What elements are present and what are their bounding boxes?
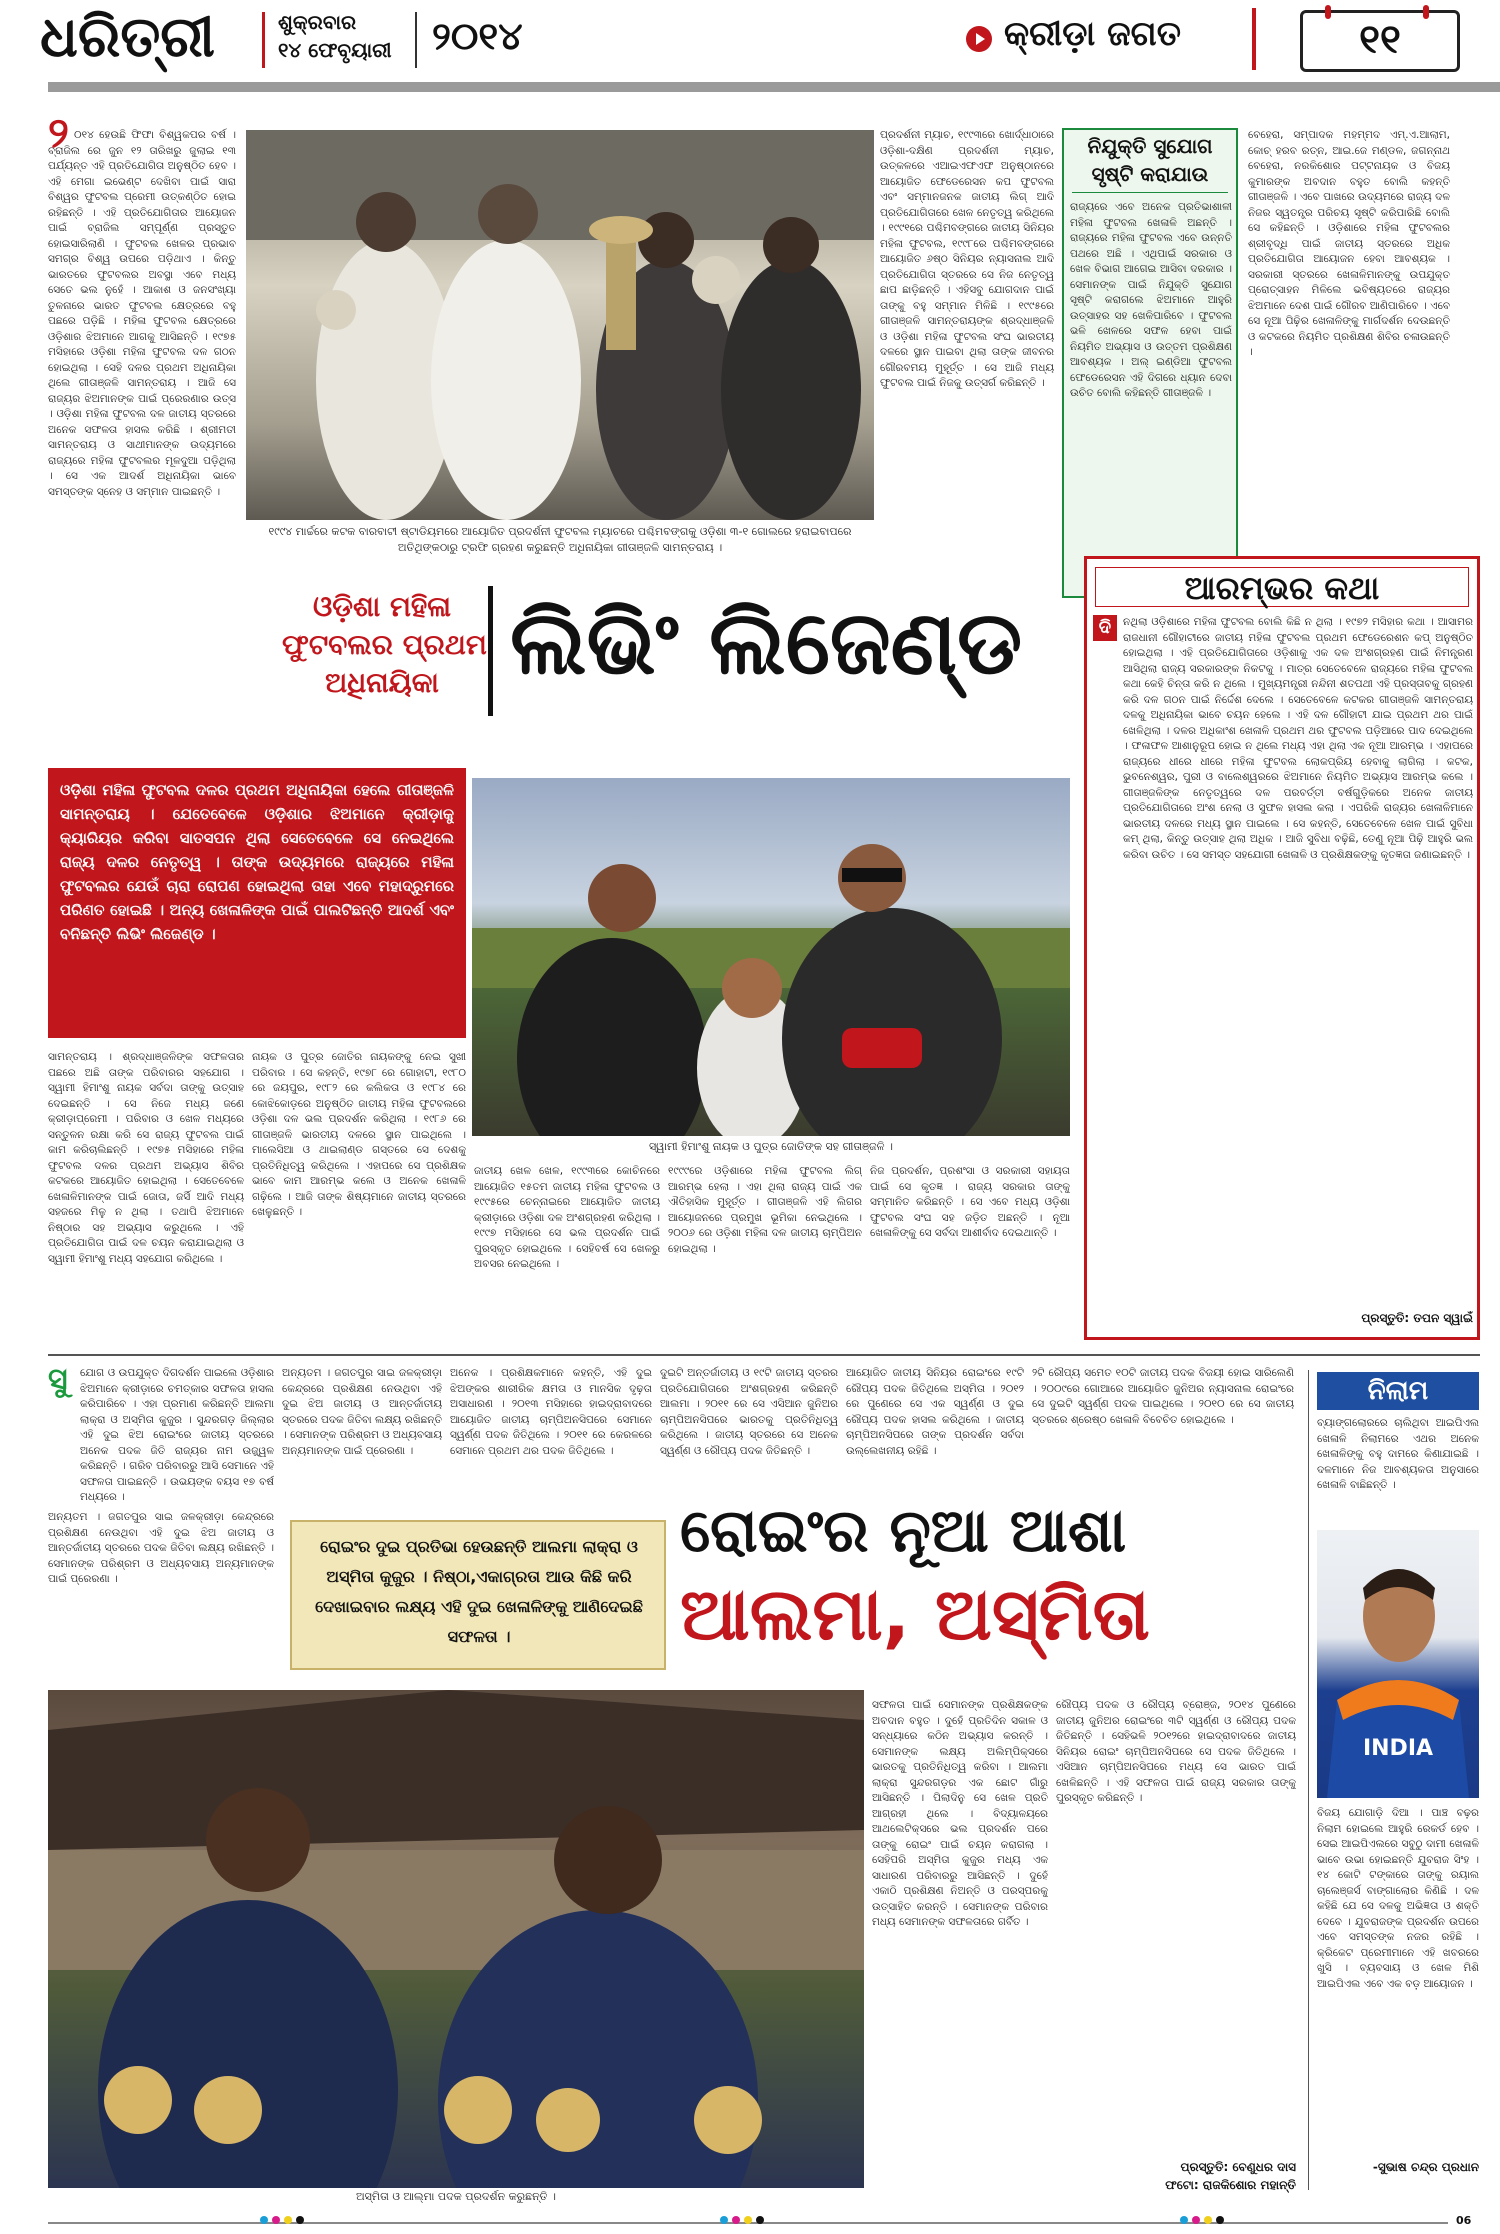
trophy-photo (246, 130, 874, 520)
story2-byline-2: ଫଟୋ: ରାଜକିଶୋର ମହାନ୍ତି (1165, 2178, 1296, 2192)
family-photo (472, 778, 1070, 1136)
section-title: କ୍ରୀଡ଼ା ଜଗତ (1004, 14, 1181, 54)
jersey-text: INDIA (1362, 1736, 1434, 1761)
job-box-text: ରାଜ୍ୟରେ ଏବେ ଅନେକ ପ୍ରତିଭାଶାଳୀ ମହିଳା ଫୁଟବଲ ଖେଳାଳି ଅଛନ୍ତି । ରାଜ୍ୟରେ ମହିଳା ଫୁଟବଲ ଏବେ ଉନ୍ନତି ପଥରେ ଅଛି । ଏଥିପାଇଁ ସରକାର ଓ ଖେଳ ବିଭାଗ ଆଗେଇ ଆସିବା ଦରକାର । ସେମାନଙ୍କ ପାଇଁ ନିଯୁକ୍ତି ସୁଯୋଗ ସୃଷ୍ଟି କରାଗଲେ ଝିଅମାନେ ଆହୁରି ଉତ୍ସାହର ସହ ଖେଳିପାରିବେ । ଫୁଟବଲ ଭଳି ଖେଳରେ ସଫଳ ହେବା ପାଇଁ ନିୟମିତ ଅଭ୍ୟାସ ଓ ଉତ୍ତମ ପ୍ରଶିକ୍ଷଣ ଆବଶ୍ୟକ । ଅଲ୍ ଇଣ୍ଡିଆ ଫୁଟବଲ ଫେଡେରେସନ ଏହି ଦିଗରେ ଧ୍ୟାନ ଦେବା ଉଚିତ ବୋଲି କହିଛନ୍ତି ଗୀତାଞ୍ଜଳି । (1070, 201, 1232, 399)
story2-column-6: ୨ଟି ରୌପ୍ୟ ସମେତ ୧୦ଟି ଜାତୀୟ ପଦକ ବିଜୟୀ ହୋଇ ସାରିଲେଣି । ୨୦୦୯ରେ ଗୋଆରେ ଆୟୋଜିତ ଜୁନିଅର ନ୍ୟାସନାଲ ରୋଇଂରେ ସେ ଦୁଇଟି ସ୍ୱର୍ଣ୍ଣ ପଦକ ପାଇଥିଲେ । ୨୦୧୦ ରେ ସେ ଜାତୀୟ ସ୍ତରରେ ଶ୍ରେଷ୍ଠ ଖେଳାଳି ବିବେଚିତ ହୋଇଥିଲେ । (1032, 1367, 1294, 1426)
calendar-icon (1300, 10, 1460, 72)
registration-marks (260, 2214, 320, 2228)
job-box-title-2: ସୃଷ୍ଟି କରାଯାଉ (1091, 162, 1209, 186)
story2-lower-col-2: ରୌପ୍ୟ ପଦକ ଓ ରୌପ୍ୟ ବ୍ରୋଞ୍ଜ, ୨୦୧୪ ପୁଣେରେ ଜାତୀୟ ଜୁନିଅର ରୋଇଂରେ ୩ଟି ସ୍ୱର୍ଣ୍ଣ ଓ ରୌପ୍ୟ ପଦକ ଜିତିଛନ୍ତି । ସେହିଭଳି ୨୦୧୨ରେ ହାଇଦ୍ରାବାଦରେ ଜାତୀୟ ସିନିୟର ରୋଇଂ ଚାମ୍ପିଅନସିପରେ ସେ ପଦକ ଜିତିଥିଲେ । ଏସିଆନ ଚାମ୍ପିଅନସିପରେ ମଧ୍ୟ ସେ ଭାରତ ପାଇଁ ଖେଳିଛନ୍ତି । ଏହି ସଫଳତା ପାଇଁ ରାଜ୍ୟ ସରକାର ତାଙ୍କୁ ପୁରସ୍କୃତ କରିଛନ୍ତି । (1056, 1699, 1296, 1804)
story1-lower-col-b: ନାୟକ ଓ ପୁତ୍ର ଜୋତିର ନାୟକଙ୍କୁ ନେଇ ସୁଖୀ ପରିବାର । ସେ କହନ୍ତି, ୧୯୭୮ ରେ ଗୋହାଟୀ, ୧୯୮୦ ରେ ଜୟପୁର, ୧୯୮୨ ରେ କଲିକତା ଓ ୧୯୮୪ ରେ କୋଝିକୋଡ଼ରେ ଅନୁଷ୍ଠିତ ଜାତୀୟ ମହିଳା ଫୁଟବଲରେ ଓଡ଼ିଶା ଦଳ ଭଲ ପ୍ରଦର୍ଶନ କରିଥିଲା । ୧୯୮୬ ରେ ଗୀତାଞ୍ଜଳି ଭାରତୀୟ ଦଳରେ ସ୍ଥାନ ପାଇଥିଲେ । ମାଲେସିଆ ଓ ଥାଇଲାଣ୍ଡ ଗସ୍ତରେ ସେ ଦେଶକୁ ପ୍ରତିନିଧିତ୍ୱ କରିଥିଲେ । ଏହାପରେ ସେ ପ୍ରଶିକ୍ଷକ ଭାବେ କାମ ଆରମ୍ଭ କଲେ ଓ ଅନେକ ଖେଳାଳି ଗଢ଼ିଲେ । ଆଜି ତାଙ୍କ ଶିଷ୍ୟମାନେ ଜାତୀୟ ସ୍ତରରେ ଖେଳୁଛନ୍ତି । (252, 1051, 466, 1218)
section-rule (48, 1354, 1480, 1356)
masthead-divider-2 (415, 12, 417, 68)
headline-divider (488, 586, 493, 716)
newspaper-logo: ଧରିତ୍ରୀ (40, 4, 215, 70)
masthead-date: ୧୪ ଫେବୃୟାରୀ (278, 38, 392, 62)
masthead (0, 0, 1500, 90)
memory-box-byline: ପ୍ରସ୍ତୁତି: ତପନ ସ୍ୱାଇଁ (1361, 1311, 1473, 1325)
masthead-day: ଶୁକ୍ରବାର (278, 10, 357, 34)
story2-column-1: ଯୋଗ ଓ ଉପଯୁକ୍ତ ଦିଗଦର୍ଶନ ପାଇଲେ ଓଡ଼ିଶାର ଝିଅମାନେ କ୍ରୀଡ଼ାରେ ଚମତ୍କାର ସଫଳତା ହାସଲ କରିପାରିବେ । ଏହା ପ୍ରମାଣ କରିଛନ୍ତି ଆଲମା ଲାକ୍ରା ଓ ଅସ୍ମିତା କୁଜୁର । ସୁନ୍ଦରଗଡ଼ ଜିଲ୍ଲାର ଏହି ଦୁଇ ଝିଅ ରୋଇଂରେ ଜାତୀୟ ସ୍ତରରେ ଅନେକ ପଦକ ଜିତି ରାଜ୍ୟର ନାମ ଉଜ୍ଜ୍ୱଳ କରିଛନ୍ତି । ଗରିବ ପରିବାରରୁ ଆସି ସେମାନେ ଏହି ସଫଳତା ପାଇଛନ୍ତି । ଉଭୟଙ୍କ ବୟସ ୧୭ ବର୍ଷ ମଧ୍ୟରେ । (80, 1367, 274, 1503)
auction-text: ବିଜୟ ଯୋଗାଡ଼ି ଦିଆ । ପାଞ୍ଚ ବଢ଼ର ନିଲାମ ହୋଇଲେ ଆହୁରି ରେକର୍ଡ ହେବ । ସେଇ ଆଇପିଏଲରେ ସବୁଠୁ ଦାମୀ ଖେଳାଳି ଭାବେ ଉଭା ହୋଇଛନ୍ତି ଯୁବରାଜ ସିଂହ । ୧୪ କୋଟି ଟଙ୍କାରେ ତାଙ୍କୁ ରୟାଲ ଚାଲେଞ୍ଜର୍ସ ବାଙ୍ଗାଲୋର କିଣିଛି । ଦଳ କହିଛି ଯେ ସେ ଦଳକୁ ଅଭିଜ୍ଞତା ଓ ଶକ୍ତି ଦେବେ । ଯୁବରାଜଙ୍କ ପ୍ରଦର୍ଶନ ଉପରେ ଏବେ ସମସ୍ତଙ୍କ ନଜର ରହିଛି । କ୍ରିକେଟ ପ୍ରେମୀମାନେ ଏହି ଖବରରେ ଖୁସି । ବ୍ୟବସାୟ ଓ ଖେଳ ମିଶି ଆଇପିଏଲ ଏବେ ଏକ ବଡ଼ ଆୟୋଜନ । (1317, 1807, 1479, 1990)
memory-drop-cap: ଦି (1093, 615, 1117, 641)
play-icon (966, 26, 992, 52)
job-box (1062, 128, 1238, 598)
auction-title: ନିଲାମ (1317, 1372, 1479, 1410)
story2-byline-1: ପ୍ରସ୍ତୁତି: ବେଣୁଧର ଦାସ (1180, 2160, 1296, 2174)
drop-cap: ୨ (48, 108, 69, 157)
headline-living-legend: ଲିଭିଂ ଲିଜେଣ୍ଡ (510, 591, 1023, 694)
page-number: ୧୧ (1359, 17, 1401, 63)
rowing-headline-2: ଆଲମା, ଅସ୍ମିତା (680, 1572, 1150, 1656)
story2-column-5: ଆୟୋଜିତ ଜାତୀୟ ସିନିୟର ରୋଇଂରେ ୧୯ଟି ରୌପ୍ୟ ପଦକ ଜିତିଥିଲେ ଅସ୍ମିତା । ୨୦୧୨ ରେ ପୁଣେରେ ସେ ଏକ ସ୍ୱର୍ଣ୍ଣ ଓ ଦୁଇ ରୌପ୍ୟ ପଦକ ହାସଲ କରିଥିଲେ । ଜାତୀୟ ଚାମ୍ପିଅନସିପରେ ତାଙ୍କ ପ୍ରଦର୍ଶନ ସର୍ବଦା ଉଲ୍ଲେଖନୀୟ ରହିଛି । (846, 1367, 1024, 1457)
story2-lower-col-1: ସଫଳତା ପାଇଁ ସେମାନଙ୍କ ପ୍ରଶିକ୍ଷକଙ୍କ ଅବଦାନ ବହୁତ । ଦୁହେଁ ପ୍ରତିଦିନ ସକାଳ ଓ ସନ୍ଧ୍ୟାରେ କଠିନ ଅଭ୍ୟାସ କରନ୍ତି । ସେମାନଙ୍କ ଲକ୍ଷ୍ୟ ଅଲିମ୍ପିକ୍ସରେ ଭାରତକୁ ପ୍ରତିନିଧିତ୍ୱ କରିବା । ଆଲମା ଲାକ୍ରା ସୁନ୍ଦରଗଡ଼ର ଏକ ଛୋଟ ଗାଁରୁ ଆସିଛନ୍ତି । ପିଲାଦିନୁ ସେ ଖେଳ ପ୍ରତି ଆଗ୍ରହୀ ଥିଲେ । ବିଦ୍ୟାଳୟରେ ଆଥଲେଟିକ୍ସରେ ଭଲ ପ୍ରଦର୍ଶନ ପରେ ତାଙ୍କୁ ରୋଇଂ ପାଇଁ ଚୟନ କରାଗଲା । ସେହିପରି ଅସ୍ମିତା କୁଜୁର ମଧ୍ୟ ଏକ ସାଧାରଣ ପରିବାରରୁ ଆସିଛନ୍ତି । ଦୁହେଁ ଏକାଠି ପ୍ରଶିକ୍ଷଣ ନିଅନ୍ତି ଓ ପରସ୍ପରକୁ ଉତ୍ସାହିତ କରନ୍ତି । ସେମାନଙ୍କ ପରିବାର ମଧ୍ୟ ସେମାନଙ୍କ ସଫଳତାରେ ଗର୍ବିତ । (872, 1699, 1048, 1928)
section-divider (1252, 8, 1256, 70)
cricketer-photo (1317, 1530, 1479, 1798)
masthead-divider (262, 12, 265, 68)
footer-page-label: 06 (1456, 2214, 1472, 2227)
story1-column-5: ବେହେରା, ସମ୍ପାଦକ ମହମ୍ମଦ ଏମ୍.ଏ.ଆଲାମ, କୋଚ୍ ହରବ ରତ୍ନ, ଆଇ.ଜେ ମଣ୍ଡଳ, ଜଗନ୍ନାଥ ବେହେରା, ନରକିଶୋର ପଟ୍ଟନାୟକ ଓ ବିଜୟ କୁମାରଙ୍କ ଅବଦାନ ବହୁତ ବୋଲି କହନ୍ତି ଗୀତାଞ୍ଜଳି । ଏବେ ପାଖରେ ଉଦ୍ୟମରେ ରାଜ୍ୟ ଦଳ ନିଜର ସ୍ୱତନ୍ତ୍ର ପରିଚୟ ସୃଷ୍ଟି କରିପାରିଛି ବୋଲି ସେ କହିଛନ୍ତି । ଓଡ଼ିଶାରେ ମହିଳା ଫୁଟବଲର ଶ୍ରୀବୃଦ୍ଧି ପାଇଁ ଜାତୀୟ ସ୍ତରରେ ଅଧିକ ପ୍ରତିଯୋଗିତା ଆୟୋଜନ ହେବା ଆବଶ୍ୟକ । ସରକାରୀ ସ୍ତରରେ ଖେଳାଳିମାନଙ୍କୁ ଉପଯୁକ୍ତ ପ୍ରୋତ୍ସାହନ ମିଳିଲେ ଭବିଷ୍ୟତରେ ରାଜ୍ୟର ଝିଅମାନେ ଦେଶ ପାଇଁ ଗୌରବ ଆଣିପାରିବେ । ଏବେ ସେ ନୂଆ ପିଢ଼ିର ଖେଳାଳିଙ୍କୁ ମାର୍ଗଦର୍ଶନ ଦେଉଛନ୍ତି ଓ କଟକରେ ନିୟମିତ ପ୍ରଶିକ୍ଷଣ ଶିବିର ଚଳାଉଛନ୍ତି । (1248, 129, 1450, 358)
registration-marks-2 (720, 2214, 780, 2228)
story1-lower-col-a: ସାମନ୍ତରାୟ । ଶ୍ରଦ୍ଧାଞ୍ଜଳିଙ୍କ ସଫଳତାର ପଛରେ ଅଛି ତାଙ୍କ ପରିବାରର ସହଯୋଗ । ସ୍ୱାମୀ ହିମାଂଶୁ ନାୟକ ସର୍ବଦା ତାଙ୍କୁ ଉତ୍ସାହ ଦେଇଛନ୍ତି । ସେ ନିଜେ ମଧ୍ୟ ଜଣେ କ୍ରୀଡ଼ାପ୍ରେମୀ । ପରିବାର ଓ ଖେଳ ମଧ୍ୟରେ ସନ୍ତୁଳନ ରକ୍ଷା କରି ସେ ରାଜ୍ୟ ଫୁଟବଲ ପାଇଁ କାମ କରିଚାଲିଛନ୍ତି । ୧୯୭୫ ମସିହାରେ ମହିଳା ଫୁଟବଲ ଦଳର ପ୍ରଥମ ଅଭ୍ୟାସ ଶିବିର କଟକରେ ଆୟୋଜିତ ହୋଇଥିଲା । ସେତେବେଳେ ଖେଳାଳିମାନଙ୍କ ପାଇଁ ଜୋତା, ଜର୍ସି ଆଦି ମଧ୍ୟ ସହଜରେ ମିଳୁ ନ ଥିଲା । ତଥାପି ଝିଅମାନେ ନିଷ୍ଠାର ସହ ଅଭ୍ୟାସ କରୁଥିଲେ । ଏହି ପ୍ରତିଯୋଗିତା ପାଇଁ ଦଳ ଚୟନ କରାଯାଇଥିଲା ଓ ସ୍ୱାମୀ ହିମାଂଶୁ ମଧ୍ୟ ସହଯୋଗ କରିଥିଲେ । (48, 1051, 244, 1265)
job-box-title-1: ନିଯୁକ୍ତି ସୁଯୋଗ (1087, 134, 1213, 158)
highlight-text: ଓଡ଼ିଶା ମହିଳା ଫୁଟବଲ ଦଳର ପ୍ରଥମ ଅଧିନାୟିକା ହେଲେ ଗୀତାଞ୍ଜଳି ସାମନ୍ତରାୟ । ଯେତେବେଳେ ଓଡ଼ିଶାର ଝିଅମାନେ କ୍ରୀଡ଼ାକୁ କ୍ୟାରିୟର କରିବା ସାତସପନ ଥିଲା ସେତେବେଳେ ସେ ନେଇଥିଲେ ରାଜ୍ୟ ଦଳର ନେତୃତ୍ୱ । ତାଙ୍କ ଉଦ୍ୟମରେ ରାଜ୍ୟରେ ମହିଳା ଫୁଟବଲର ଯେଉଁ ଚାରା ରୋପଣ ହୋଇଥିଲା ତାହା ଏବେ ମହାଦ୍ରୁମରେ ପରିଣତ ହୋଇଛି । ଅନ୍ୟ ଖେଳାଳିଙ୍କ ପାଇଁ ପାଲଟିଛନ୍ତି ଆଦର୍ଶ ଏବଂ ବନିଛନ୍ତି ଲିଭିଂ ଲିଜେଣ୍ଡ । (60, 781, 454, 943)
rowing-photo (48, 1690, 864, 2188)
trophy-photo-caption: ୧୯୯୪ ମାର୍ଚ୍ଚରେ କଟକ ବାରବାଟୀ ଷ୍ଟାଡିୟମରେ ଆୟୋଜିତ ପ୍ରଦର୍ଶନୀ ଫୁଟବଲ ମ୍ୟାଚରେ ପଶ୍ଚିମବଙ୍ଗକୁ ଓଡ଼ିଶା ୩-୧ ଗୋଲରେ ହରାଇବାପରେ ଅତିଥିଙ୍କଠାରୁ ଟ୍ରଫି ଗ୍ରହଣ କରୁଛନ୍ତି ଅଧିନାୟିକା ଗୀତାଞ୍ଜଳି ସାମନ୍ତରାୟ । (268, 525, 852, 554)
story2-drop-cap: ସୁ (48, 1362, 68, 1397)
rowing-headline-1: ରୋଇଂର ନୂଆ ଆଶା (680, 1496, 1127, 1566)
kicker-line-1: ଓଡ଼ିଶା ମହିଳା (312, 590, 452, 623)
story2-column-1b: ଅନ୍ୟତମ । ଜଗତପୁର ସାଇ ଜଳକ୍ରୀଡ଼ା କେନ୍ଦ୍ରରେ ପ୍ରଶିକ୍ଷଣ ନେଉଥିବା ଏହି ଦୁଇ ଝିଅ ଜାତୀୟ ଓ ଆନ୍ତର୍ଜାତୀୟ ସ୍ତରରେ ପଦକ ଜିତିବା ଲକ୍ଷ୍ୟ ରଖିଛନ୍ତି । ସେମାନଙ୍କ ପରିଶ୍ରମ ଓ ଅଧ୍ୟବସାୟ ଅନ୍ୟମାନଙ୍କ ପାଇଁ ପ୍ରେରଣା । (48, 1511, 274, 1585)
quote-text: ରୋଇଂର ଦୁଇ ପ୍ରତିଭା ହେଉଛନ୍ତି ଆଲମା ଲାକ୍ରା ଓ ଅସ୍ମିତା କୁଜୁର । ନିଷ୍ଠା,ଏକାଗ୍ରତା ଆଉ କିଛି କରି ଦେଖାଇବାର ଲକ୍ଷ୍ୟ ଏହି ଦୁଇ ଖେଳାଳିଙ୍କୁ ଆଣିଦେଇଛି ସଫଳତା । (315, 1537, 643, 1646)
story1-column-3: ପ୍ରଦର୍ଶନୀ ମ୍ୟାଚ, ୧୯୯୩ରେ ଖୋର୍ଦ୍ଧାଠାରେ ଓଡ଼ିଶା-ଦକ୍ଷିଣ ପ୍ରଦର୍ଶନୀ ମ୍ୟାଚ, ଉତ୍କଳରେ ଏଆଇଏଫଏଫ ଅନୁଷ୍ଠାନରେ ଆୟୋଜିତ ଫେଡେରେସନ କପ ଫୁଟବଲ ଏବଂ ସମ୍ମାନଜନକ ଜାତୀୟ ଲିଗ୍ ଆଦି ପ୍ରତିଯୋଗିତାରେ ଖେଳ ନେତୃତ୍ୱ କରିଥିଲେ । ୧୯୯୧ରେ ପଶ୍ଚିମବଙ୍ଗରେ ଜାତୀୟ ସିନିୟର ମହିଳା ଫୁଟବଲ, ୧୯୯୮ରେ ପଶ୍ଚିମବଙ୍ଗରେ ଆୟୋଜିତ ୬ଷ୍ଠ ସିନିୟର ନ୍ୟାସନାଲ ଆଦି ପ୍ରତିଯୋଗିତା ସ୍ତରରେ ସେ ନିଜ ନେତୃତ୍ୱ ଛାପ ଛାଡ଼ିଛନ୍ତି । ଏହିସବୁ ଯୋଗଦାନ ପାଇଁ ତାଙ୍କୁ ବହୁ ସମ୍ମାନ ମିଳିଛି । ୧୯୯୫ରେ ଗୀତାଞ୍ଜଳି ସାମନ୍ତରାୟଙ୍କ ଶ୍ରଦ୍ଧାଞ୍ଜଳି ଓ ଓଡ଼ିଶା ମହିଳା ଫୁଟବଲ ସଂଘ ଭାରତୀୟ ଦଳରେ ସ୍ଥାନ ପାଇବା ଥିଲା ତାଙ୍କ ଜୀବନର ଗୌରବମୟ ମୁହୂର୍ତ୍ତ । ସେ ଆଜି ମଧ୍ୟ ଫୁଟବଲ ପାଇଁ ନିଜକୁ ଉତ୍ସର୍ଗ କରିଛନ୍ତି । (880, 129, 1054, 389)
auction-box (1308, 1370, 1480, 2190)
memory-box-title: ଆରମ୍ଭର କଥା (1184, 569, 1380, 607)
masthead-year: ୨୦୧୪ (432, 14, 523, 58)
story2-column-3: ଅନେକ । ପ୍ରଶିକ୍ଷକମାନେ କହନ୍ତି, ଏହି ଦୁଇ ଝିଅଙ୍କର ଶାରୀରିକ କ୍ଷମତା ଓ ମାନସିକ ଦୃଢ଼ତା ଅସାଧାରଣ । ୨୦୧୩ ମସିହାରେ ହାଇଦ୍ରାବାଦରେ ଆୟୋଜିତ ଜାତୀୟ ଚାମ୍ପିଅନସିପରେ ସେମାନେ ସ୍ୱର୍ଣ୍ଣ ପଦକ ଜିତିଥିଲେ । ୨୦୧୧ ରେ କେରଳରେ ସେମାନେ ପ୍ରଥମ ଥର ପଦକ ଜିତିଥିଲେ । (450, 1367, 652, 1457)
highlight-box (48, 768, 466, 1038)
footer (0, 2212, 1500, 2234)
auction-byline: -ସୁଭାଷ ଚନ୍ଦ୍ର ପ୍ରଧାନ (1372, 2160, 1479, 2174)
memory-box-text: ନଥିଲା ଓଡ଼ିଶାରେ ମହିଳା ଫୁଟବଲ ବୋଲି କିଛି ନ ଥିଲା । ୧୯୭୨ ମସିହାର କଥା । ଆସାମର ରାଜଧାନୀ ଗୌହାଟୀରେ ଜାତୀୟ ମହିଳା ଫୁଟବଲ ପ୍ରଥମ ଫେଡେରେଶନ କପ୍ ଅନୁଷ୍ଠିତ ହୋଇଥିଲା । ଏହି ପ୍ରତିଯୋଗିତାରେ ଓଡ଼ିଶାକୁ ଏକ ଦଳ ଅଂଶଗ୍ରହଣ ପାଇଁ ନିମନ୍ତ୍ରଣ ଆସିଥିଲା ରାଜ୍ୟ ସରକାରଙ୍କ ନିକଟକୁ । ମାତ୍ର ସେତେବେଳେ ରାଜ୍ୟରେ ମହିଳା ଫୁଟବଲ କଥା କେହି ଚିନ୍ତା କରି ନ ଥିଲେ । ମୁଖ୍ୟମନ୍ତ୍ରୀ ନନ୍ଦିନୀ ଶତପଥୀ ଏହି ପ୍ରସ୍ତାବକୁ ଗ୍ରହଣ କରି ଦଳ ଗଠନ ପାଇଁ ନିର୍ଦ୍ଦେଶ ଦେଲେ । ସେତେବେଳେ କଟକର ଗୀତାଞ୍ଜଳି ସାମନ୍ତରାୟ ଦଳକୁ ଅଧିନାୟିକା ଭାବେ ଚୟନ ହେଲେ । ଏହି ଦଳ ଗୌହାଟୀ ଯାଇ ପ୍ରଥମ ଥର ପାଇଁ ଖେଳିଥିଲା । ଦଳର ଅଧିକାଂଶ ଖେଳାଳି ପ୍ରଥମ ଥର ଫୁଟବଲ ପଡ଼ିଆରେ ପାଦ ଦେଇଥିଲେ । ଫଳାଫଳ ଆଶାନୁରୂପ ହୋଇ ନ ଥିଲେ ମଧ୍ୟ ଏହା ଥିଲା ଏକ ନୂଆ ଆରମ୍ଭ । ଏହାପରେ ରାଜ୍ୟରେ ଧୀରେ ଧୀରେ ମହିଳା ଫୁଟବଲ ଲୋକପ୍ରିୟ ହେବାକୁ ଲାଗିଲା । କଟକ, ଭୁବନେଶ୍ୱର, ପୁରୀ ଓ ବାଲେଶ୍ୱରରେ ଝିଅମାନେ ନିୟମିତ ଅଭ୍ୟାସ ଆରମ୍ଭ କଲେ । ଗୀତାଞ୍ଜଳିଙ୍କ ନେତୃତ୍ୱରେ ଦଳ ପରବର୍ତ୍ତୀ ବର୍ଷଗୁଡ଼ିକରେ ଅନେକ ଜାତୀୟ ପ୍ରତିଯୋଗିତାରେ ଅଂଶ ନେଲା ଓ ସୁଫଳ ହାସଲ କଲା । ଏପରିକି ରାଜ୍ୟର ଖେଳାଳିମାନେ ଭାରତୀୟ ଦଳରେ ମଧ୍ୟ ସ୍ଥାନ ପାଇଲେ । ସେ କହନ୍ତି, ସେତେବେଳେ ଖେଳ ପାଇଁ ସୁବିଧା କମ୍ ଥିଲା, କିନ୍ତୁ ଉତ୍ସାହ ଥିଲା ଅଧିକ । ଆଜି ସୁବିଧା ବଢ଼ିଛି, ତେଣୁ ନୂଆ ପିଢ଼ି ଆହୁରି ଭଲ କରିବା ଉଚିତ । ସେ ସମସ୍ତ ସହଯୋଗୀ ଖେଳାଳି ଓ ପ୍ରଶିକ୍ଷକଙ୍କୁ କୃତଜ୍ଞତା ଜଣାଇଛନ୍ତି । (1123, 616, 1473, 861)
auction-intro: ବ୍ୟାଙ୍ଗଲୋରରେ ଚାଲିଥିବା ଆଇପିଏଲ ଖେଳାଳି ନିଲାମରେ ଏଥର ଅନେକ ଖେଳାଳିଙ୍କୁ ବହୁ ଦାମରେ କିଣାଯାଇଛି । ଦଳମାନେ ନିଜ ଆବଶ୍ୟକତା ଅନୁସାରେ ଖେଳାଳି ବାଛିଛନ୍ତି । (1317, 1417, 1479, 1491)
masthead-rule (48, 82, 1500, 92)
quote-box (290, 1520, 666, 1670)
story2-column-4: ଦୁଇଟି ଅନ୍ତର୍ଜାତୀୟ ଓ ୧୯ଟି ଜାତୀୟ ସ୍ତରର ପ୍ରତିଯୋଗିତାରେ ଅଂଶଗ୍ରହଣ କରିଛନ୍ତି ଆଲମା । ୨୦୧୧ ରେ ସେ ଏସିଆନ ଜୁନିଅର ଚାମ୍ପିଅନସିପରେ ଭାରତକୁ ପ୍ରତିନିଧିତ୍ୱ କରିଥିଲେ । ଜାତୀୟ ସ୍ତରରେ ସେ ଅନେକ ସ୍ୱର୍ଣ୍ଣ ଓ ରୌପ୍ୟ ପଦକ ଜିତିଛନ୍ତି । (660, 1367, 838, 1457)
kicker-line-3: ଅଧିନାୟିକା (325, 666, 439, 699)
story1-lower-col-e: ନିଜ ପ୍ରଦର୍ଶନ, ପ୍ରଶଂସା ଓ ସରକାରୀ ସହାୟତା ପାଇଁ ସେ କୃତଜ୍ଞ । ରାଜ୍ୟ ସରକାର ତାଙ୍କୁ ସମ୍ମାନିତ କରିଛନ୍ତି । ସେ ଏବେ ମଧ୍ୟ ଓଡ଼ିଶା ଫୁଟବଲ ସଂଘ ସହ ଜଡ଼ିତ ଅଛନ୍ତି । ନୂଆ ଖେଳାଳିଙ୍କୁ ସେ ସର୍ବଦା ଆଶୀର୍ବାଦ ଦେଇଥାନ୍ତି । (870, 1165, 1070, 1239)
memory-box (1084, 556, 1480, 1340)
story1-lower-col-c: ଜାତୀୟ ଖେଳ ଖେଳ, ୧୯୯୩ରେ କୋଚିନରେ ଆୟୋଜିତ ୧୫ତମ ଜାତୀୟ ମହିଳା ଫୁଟବଲ ଓ ୧୯୯୫ରେ ଚେନ୍ନାଇରେ ଆୟୋଜିତ ଜାତୀୟ କ୍ରୀଡ଼ାରେ ଓଡ଼ିଶା ଦଳ ଅଂଶଗ୍ରହଣ କରିଥିଲା । ୧୯୯୭ ମସିହାରେ ସେ ଭଲ ପ୍ରଦର୍ଶନ ପାଇଁ ପୁରସ୍କୃତ ହୋଇଥିଲେ । ସେହିବର୍ଷ ସେ ଖେଳରୁ ଅବସର ନେଇଥିଲେ । (474, 1165, 660, 1270)
story1-column-1: ୦୧୪ ହେଉଛି ଫିଫା ବିଶ୍ୱକପର ବର୍ଷ । ବ୍ରାଜିଲ ରେ ଜୁନ ୧୨ ତାରିଖରୁ ଜୁଲାଇ ୧୩ ପର୍ଯ୍ୟନ୍ତ ଏହି ପ୍ରତିଯୋଗିତା ଅନୁଷ୍ଠିତ ହେବ । ଏହି ମେଗା ଇଭେଣ୍ଟ ଦେଖିବା ପାଇଁ ସାରା ବିଶ୍ୱର ଫୁଟବଲ ପ୍ରେମୀ ଉତ୍କଣ୍ଠିତ ହୋଇ ରହିଛନ୍ତି । ଏହି ପ୍ରତିଯୋଗିତାର ଆୟୋଜନ ପାଇଁ ବ୍ରାଜିଲ ସମ୍ପୂର୍ଣ୍ଣ ପ୍ରସ୍ତୁତ ହୋଇସାରିଲାଣି । ଫୁଟବଲ ଖେଳର ପ୍ରଭାବ ସମଗ୍ର ବିଶ୍ୱ ଉପରେ ପଡ଼ିଥାଏ । କିନ୍ତୁ ଭାରତରେ ଫୁଟବଲର ଅବସ୍ଥା ଏବେ ମଧ୍ୟ ସେତେ ଭଲ ନୁହେଁ । ଆକାଶ ଓ ଜନସଂଖ୍ୟା ତୁଳନାରେ ଭାରତ ଫୁଟବଲ କ୍ଷେତ୍ରରେ ବହୁ ପଛରେ ପଡ଼ିଛି । ମହିଳା ଫୁଟବଲ କ୍ଷେତ୍ରରେ ଓଡ଼ିଶାର ଝିଅମାନେ ଆଗକୁ ଆସିଛନ୍ତି । ୧୯୭୫ ମସିହାରେ ଓଡ଼ିଶା ମହିଳା ଫୁଟବଲ ଦଳ ଗଠନ ହୋଇଥିଲା । ସେହି ଦଳର ପ୍ରଥମ ଅଧିନାୟିକା ଥିଲେ ଗୀତାଞ୍ଜଳି ସାମନ୍ତରାୟ । ଆଜି ସେ ରାଜ୍ୟର ଝିଅମାନଙ୍କ ପାଇଁ ପ୍ରେରଣାର ଉତ୍ସ । ଓଡ଼ିଶା ମହିଳା ଫୁଟବଲ ଦଳ ଜାତୀୟ ସ୍ତରରେ ଅନେକ ସଫଳତା ହାସଲ କରିଛି । ଶ୍ରୀମତୀ ସାମନ୍ତରାୟ ଓ ସାଥୀମାନଙ୍କ ଉଦ୍ୟମରେ ରାଜ୍ୟରେ ମହିଳା ଫୁଟବଲର ମୂଳଦୁଆ ପଡ଼ିଥିଲା । ସେ ଏକ ଆଦର୍ଶ ଅଧିନାୟିକା ଭାବେ ସମସ୍ତଙ୍କ ସ୍ନେହ ଓ ସମ୍ମାନ ପାଇଛନ୍ତି । (48, 129, 236, 498)
story2-column-2: ଅନ୍ୟତମ । ଜଗତପୁର ସାଇ ଜଳକ୍ରୀଡ଼ା କେନ୍ଦ୍ରରେ ପ୍ରଶିକ୍ଷଣ ନେଉଥିବା ଏହି ଦୁଇ ଝିଅ ଜାତୀୟ ଓ ଆନ୍ତର୍ଜାତୀୟ ସ୍ତରରେ ପଦକ ଜିତିବା ଲକ୍ଷ୍ୟ ରଖିଛନ୍ତି । ସେମାନଙ୍କ ପରିଶ୍ରମ ଓ ଅଧ୍ୟବସାୟ ଅନ୍ୟମାନଙ୍କ ପାଇଁ ପ୍ରେରଣା । (282, 1367, 442, 1457)
rowing-photo-caption: ଅସ୍ମିତା ଓ ଆଲ୍ମା ପଦକ ପ୍ରଦର୍ଶନ କରୁଛନ୍ତି । (356, 2190, 556, 2203)
kicker-line-2: ଫୁଟବଲର ପ୍ରଥମ (282, 628, 487, 661)
story1-lower-col-d: ୧୯୯୯ରେ ଓଡ଼ିଶାରେ ମହିଳା ଫୁଟବଲ ଲିଗ୍ ଆରମ୍ଭ ହେଲା । ଏହା ଥିଲା ରାଜ୍ୟ ପାଇଁ ଏକ ଐତିହାସିକ ମୁହୂର୍ତ୍ତ । ଗୀତାଞ୍ଜଳି ଏହି ଲିଗର ଆୟୋଜନରେ ପ୍ରମୁଖ ଭୂମିକା ନେଇଥିଲେ । ୨୦୦୬ ରେ ଓଡ଼ିଶା ମହିଳା ଦଳ ଜାତୀୟ ଚାମ୍ପିଅନ ହୋଇଥିଲା । (668, 1165, 862, 1255)
family-photo-caption: ସ୍ୱାମୀ ହିମାଂଶୁ ନାୟକ ଓ ପୁତ୍ର ଜୋତିଙ୍କ ସହ ଗୀତାଞ୍ଜଳି । (648, 1140, 893, 1153)
registration-marks-3 (1180, 2214, 1240, 2228)
